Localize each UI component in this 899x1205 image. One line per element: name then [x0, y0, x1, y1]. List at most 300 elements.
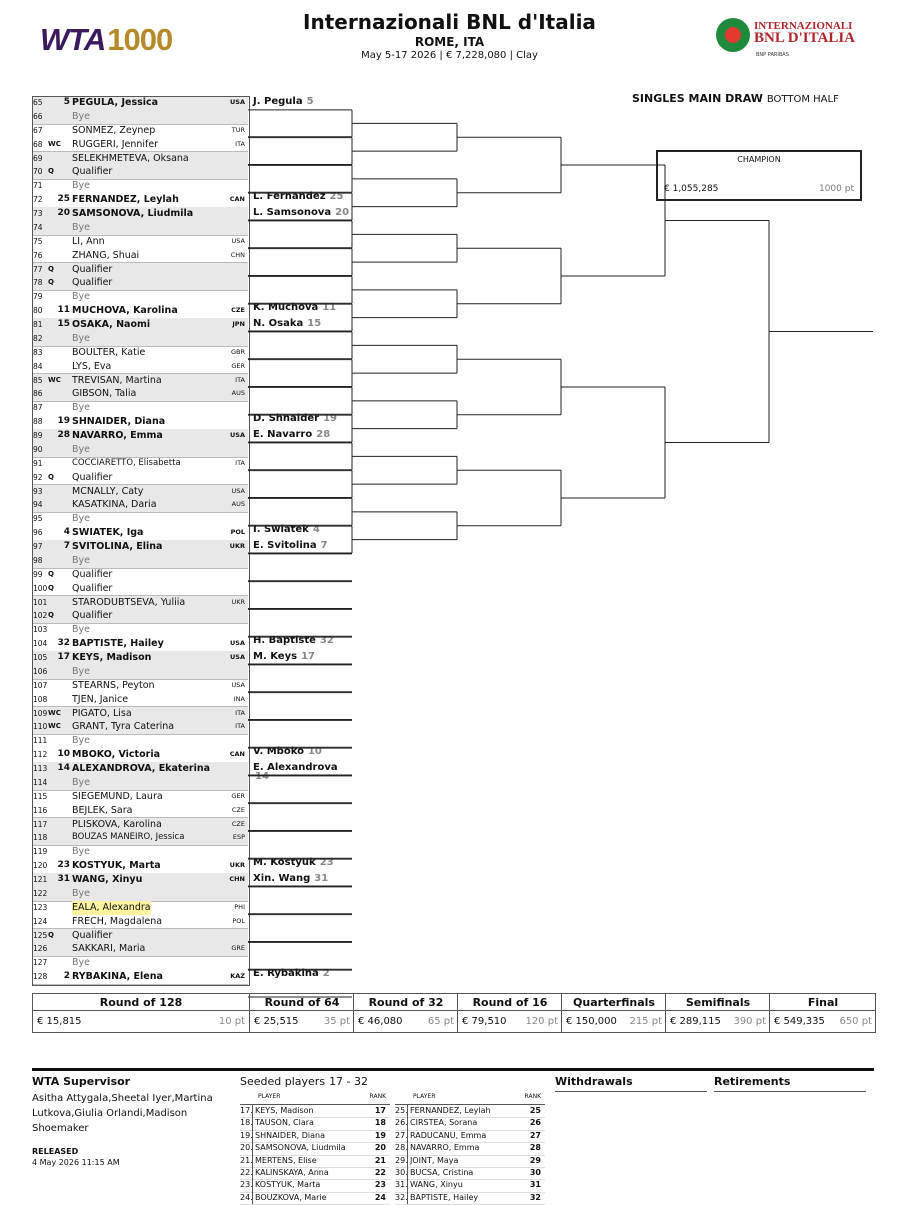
- seed-row: [395, 1155, 545, 1168]
- player-name: Bye: [72, 513, 90, 525]
- player-name: WANG, Xinyu: [72, 874, 143, 885]
- r64-seed: 20: [335, 207, 350, 218]
- seed-row: [240, 1117, 390, 1130]
- seed-player: BOUZKOVA, Marie: [255, 1192, 327, 1202]
- slot-number: 104: [33, 639, 48, 649]
- player-name: ZHANG, Shuai: [72, 249, 140, 261]
- player-name: SIEGEMUND, Laura: [72, 790, 163, 802]
- seed-rank: 28: [529, 1143, 541, 1153]
- supervisor-title: WTA Supervisor: [32, 1075, 131, 1088]
- seed-index: 26.: [395, 1117, 408, 1129]
- seed-rank: 25: [529, 1106, 541, 1115]
- player-name: Bye: [72, 624, 90, 636]
- slot-number: 70: [33, 167, 43, 177]
- country-code: ESP: [232, 833, 245, 842]
- round-points: 10 pt: [218, 1016, 245, 1027]
- round-money: € 289,115: [670, 1016, 721, 1027]
- seed-row: [240, 1105, 390, 1118]
- slot-number: 90: [33, 444, 43, 454]
- slot-number: 83: [33, 347, 43, 357]
- player-name: Bye: [72, 443, 90, 455]
- slot-number: 125: [33, 930, 48, 940]
- seed-number: 20: [57, 208, 70, 218]
- seed-index: 23.: [240, 1179, 253, 1191]
- col-player: PLAYER: [258, 1093, 281, 1100]
- seed-player: KEYS, Madison: [255, 1106, 314, 1115]
- slot-number: 123: [33, 902, 48, 912]
- country-code: AUS: [231, 500, 245, 509]
- r64-player-name: D. Shnaider: [253, 413, 320, 425]
- player-name: BOUZAS MANEIRO, Jessica: [72, 832, 185, 843]
- country-code: JPN: [232, 320, 245, 328]
- country-code: GER: [231, 361, 245, 370]
- country-code: POL: [230, 528, 245, 537]
- r64-player-name: L. Fernandez: [253, 191, 326, 203]
- player-name: Qualifier: [72, 582, 113, 594]
- player-name: Qualifier: [72, 610, 113, 622]
- player-name: Qualifier: [72, 263, 113, 275]
- seed-rank: 27: [529, 1130, 541, 1140]
- round-cell: [249, 994, 354, 1032]
- seed-number: 19: [57, 416, 70, 427]
- player-name: SHNAIDER, Diana: [72, 416, 166, 428]
- slot-number: 65: [33, 98, 43, 107]
- released-label: RELEASED: [32, 1147, 79, 1156]
- seed-rank: 17: [374, 1106, 386, 1115]
- player-name: MCNALLY, Caty: [72, 485, 144, 497]
- slot-number: 98: [33, 555, 43, 565]
- r64-player-name: M. Kostyuk: [253, 857, 316, 869]
- country-code: PHI: [234, 902, 245, 911]
- seed-index: 28.: [395, 1142, 408, 1154]
- slot-number: 82: [33, 333, 43, 343]
- wta-1000-logo: WTA1000: [40, 22, 173, 57]
- player-name: Bye: [72, 291, 90, 303]
- slot-number: 116: [33, 805, 48, 815]
- slot-number: 87: [33, 403, 43, 413]
- r64-seed: 10: [307, 746, 322, 758]
- player-name: SONMEZ, Zeynep: [72, 124, 156, 136]
- slot-number: 74: [33, 222, 43, 232]
- seed-index: 31.: [395, 1179, 408, 1191]
- r64-player-name: K. Muchova: [253, 302, 319, 314]
- seed-row: [395, 1192, 545, 1205]
- country-code: CAN: [229, 750, 245, 759]
- champion-label: CHAMPION: [737, 155, 781, 164]
- seed-row: [240, 1167, 390, 1180]
- country-code: CZE: [231, 805, 245, 814]
- player-name: SWIATEK, Iga: [72, 527, 144, 539]
- seed-rank: 32: [529, 1192, 541, 1202]
- prize-money-table: [32, 993, 876, 1033]
- player-name: MBOKO, Victoria: [72, 749, 160, 761]
- round-cell: [353, 994, 458, 1032]
- player-name: Bye: [72, 665, 90, 677]
- released-date: 4 May 2026 11:15 AM: [32, 1158, 120, 1167]
- slot-number: 115: [33, 791, 48, 801]
- player-name: SELEKHMETEVA, Oksana: [72, 152, 189, 164]
- player-name: BAPTISTE, Hailey: [72, 638, 164, 650]
- slot-number: 71: [33, 181, 43, 191]
- round-money: € 25,515: [254, 1016, 299, 1027]
- seed-row: [240, 1155, 390, 1168]
- seed-number: 2: [63, 971, 70, 982]
- seed-row: [395, 1105, 545, 1118]
- country-code: UKR: [229, 542, 245, 550]
- slot-number: 75: [33, 236, 43, 246]
- r64-seed: 19: [323, 413, 337, 425]
- r64-player-name: I. Swiatek: [253, 524, 309, 536]
- slot-number: 111: [33, 736, 48, 746]
- slot-number: 113: [33, 764, 48, 773]
- player-name: GRANT, Tyra Caterina: [72, 721, 175, 733]
- slot-number: 127: [33, 958, 48, 968]
- player-name: STEARNS, Peyton: [72, 679, 155, 691]
- seed-player: TAUSON, Clara: [255, 1118, 314, 1128]
- player-name: FRECH, Magdalena: [72, 915, 163, 927]
- entry-status: Q: [48, 569, 54, 578]
- country-code: ITA: [235, 722, 245, 731]
- seed-player: KOSTYUK, Marta: [255, 1180, 321, 1190]
- country-code: POL: [232, 916, 245, 925]
- round-points: 120 pt: [525, 1016, 558, 1027]
- slot-number: 101: [33, 597, 48, 607]
- seed-index: 21.: [240, 1155, 253, 1167]
- seed-player: MERTENS, Elise: [255, 1155, 317, 1165]
- champion-points: 1000 pt: [818, 184, 854, 194]
- slot-number: 67: [33, 125, 43, 135]
- country-code: ITA: [235, 708, 245, 717]
- player-name: OSAKA, Naomi: [72, 319, 151, 330]
- round-money: € 549,335: [774, 1016, 825, 1027]
- r64-seed: 14: [255, 771, 269, 782]
- seed-number: 17: [57, 652, 70, 662]
- country-code: GRE: [231, 944, 245, 953]
- player-name: SVITOLINA, Elina: [72, 541, 163, 552]
- slot-number: 128: [33, 972, 48, 982]
- player-name: Bye: [72, 110, 90, 122]
- slot-number: 96: [33, 528, 43, 538]
- seed-row: [395, 1167, 545, 1180]
- slot-number: 66: [33, 111, 43, 121]
- seed-row: [240, 1179, 390, 1192]
- player-name: LYS, Eva: [72, 360, 112, 372]
- slot-number: 80: [33, 306, 43, 316]
- slot-number: 117: [33, 819, 48, 829]
- entry-status: WC: [48, 708, 61, 717]
- player-name: SAKKARI, Maria: [72, 943, 146, 955]
- country-code: CZE: [231, 819, 245, 828]
- player-name: RUGGERI, Jennifer: [72, 138, 159, 150]
- player-name: ALEXANDROVA, Ekaterina: [72, 763, 211, 774]
- seed-index: 32.: [395, 1192, 408, 1204]
- r64-seed: 17: [301, 651, 315, 662]
- player-name: GIBSON, Talia: [72, 388, 137, 400]
- seed-row: [240, 1130, 390, 1143]
- slot-number: 89: [33, 431, 43, 440]
- draw-subtitle: BOTTOM HALF: [766, 94, 839, 105]
- player-name: KASATKINA, Daria: [72, 499, 157, 511]
- player-name: TJEN, Janice: [72, 693, 129, 705]
- country-code: ITA: [235, 139, 245, 148]
- seed-number: 31: [57, 874, 70, 884]
- seed-index: 27.: [395, 1130, 408, 1142]
- seed-number: 11: [57, 305, 70, 316]
- seed-rank: 19: [374, 1130, 386, 1140]
- seed-player: WANG, Xinyu: [410, 1180, 463, 1190]
- slot-number: 84: [33, 361, 43, 371]
- slot-number: 124: [33, 916, 48, 926]
- seed-index: 24.: [240, 1192, 253, 1204]
- slot-number: 68: [33, 139, 43, 149]
- slot-number: 95: [33, 514, 43, 524]
- round-label: Round of 64: [264, 996, 340, 1009]
- r64-player-name: M. Keys: [253, 651, 298, 662]
- seed-row: [240, 1192, 390, 1205]
- r64-seed: 31: [314, 873, 329, 884]
- round-cell: [665, 994, 770, 1032]
- round-label: Round of 32: [368, 996, 444, 1009]
- slot-number: 93: [33, 486, 43, 496]
- seed-number: 5: [63, 97, 70, 107]
- seed-player: SHNAIDER, Diana: [255, 1130, 326, 1140]
- col-rank: RANK: [369, 1093, 386, 1100]
- slot-number: 72: [33, 195, 43, 205]
- seed-number: 23: [57, 860, 70, 871]
- r64-player-name: J. Pegula: [253, 96, 303, 107]
- country-code: USA: [230, 653, 245, 661]
- seed-player: BAPTISTE, Hailey: [410, 1192, 479, 1202]
- r64-seed: 23: [319, 857, 334, 869]
- seed-row: [395, 1142, 545, 1155]
- player-name: STARODUBTSEVA, Yuliia: [72, 596, 186, 608]
- entry-status: Q: [48, 278, 54, 287]
- country-code: CAN: [229, 195, 245, 204]
- entry-status: WC: [48, 722, 61, 731]
- player-name: Bye: [72, 402, 90, 414]
- seed-number: 28: [57, 430, 70, 440]
- country-code: AUS: [231, 389, 245, 398]
- country-code: INA: [233, 694, 245, 703]
- entry-status: Q: [48, 930, 54, 939]
- r64-player-name: N. Osaka: [253, 318, 304, 329]
- seed-rank: 30: [529, 1168, 541, 1177]
- r64-seed: 25: [329, 191, 344, 203]
- country-code: USA: [230, 98, 245, 106]
- seed-player: CIRSTEA, Sorana: [410, 1118, 478, 1128]
- r64-seed: 7: [320, 540, 328, 551]
- entry-status: Q: [48, 264, 54, 273]
- r64-seed: 15: [307, 318, 322, 329]
- seeded-range: 17 - 32: [329, 1075, 369, 1088]
- seeded-players-title: [240, 1075, 368, 1088]
- slot-number: 78: [33, 278, 43, 288]
- r64-player-name: H. Baptiste: [253, 635, 316, 647]
- col-rank: RANK: [524, 1093, 541, 1100]
- player-name: PLISKOVA, Karolina: [72, 818, 162, 830]
- seed-index: 20.: [240, 1142, 253, 1154]
- seed-player: NAVARRO, Emma: [410, 1143, 480, 1153]
- country-code: ITA: [235, 458, 245, 467]
- r64-player-name: L. Samsonova: [253, 207, 332, 218]
- col-player: PLAYER: [413, 1093, 436, 1100]
- round-money: € 15,815: [37, 1016, 82, 1027]
- slot-number: 97: [33, 542, 43, 551]
- seed-rank: 29: [529, 1155, 541, 1165]
- slot-number: 85: [33, 375, 43, 385]
- entry-status: WC: [48, 375, 61, 384]
- round-money: € 46,080: [358, 1016, 403, 1027]
- slot-number: 92: [33, 472, 43, 482]
- player-name: PEGULA, Jessica: [72, 97, 159, 108]
- slot-number: 102: [33, 611, 48, 621]
- player-name: RYBAKINA, Elena: [72, 971, 163, 983]
- retirements-title: Retirements: [714, 1075, 866, 1092]
- player-name: TREVISAN, Martina: [72, 374, 162, 386]
- round-points: 65 pt: [427, 1016, 454, 1027]
- player-name: MUCHOVA, Karolina: [72, 305, 178, 317]
- player-name: BOULTER, Katie: [72, 346, 146, 358]
- country-code: UKR: [229, 861, 245, 870]
- player-name: Bye: [72, 554, 90, 566]
- entry-status: Q: [48, 611, 54, 620]
- round-cell: [561, 994, 666, 1032]
- seed-rank: 18: [374, 1118, 386, 1128]
- player-name: FERNANDEZ, Leylah: [72, 194, 179, 206]
- seed-player: SAMSONOVA, Liudmila: [255, 1143, 346, 1153]
- round-points: 215 pt: [629, 1016, 662, 1027]
- slot-number: 99: [33, 569, 43, 579]
- round-points: 35 pt: [323, 1016, 350, 1027]
- slot-number: 122: [33, 888, 48, 898]
- round-label: Round of 128: [99, 996, 183, 1009]
- seed-row: [395, 1179, 545, 1192]
- round-label: Round of 16: [472, 996, 548, 1009]
- country-code: USA: [231, 486, 245, 495]
- champion-money: € 1,055,285: [664, 184, 719, 194]
- seed-index: 30.: [395, 1167, 408, 1179]
- sponsor-line2: BNL D'ITALIA: [754, 30, 856, 46]
- player-name: Bye: [72, 332, 90, 344]
- round-cell: [457, 994, 562, 1032]
- seed-index: 25.: [395, 1105, 408, 1117]
- player-name: SAMSONOVA, Liudmila: [72, 208, 194, 219]
- seed-number: 14: [57, 763, 70, 773]
- country-code: CZE: [231, 306, 245, 315]
- player-name: Qualifier: [72, 929, 113, 941]
- seed-number: 15: [57, 319, 70, 329]
- seed-player: KALINSKAYA, Anna: [255, 1168, 329, 1177]
- r64-player-name: Xin. Wang: [253, 873, 311, 884]
- slot-number: 73: [33, 209, 43, 218]
- seed-index: 22.: [240, 1167, 253, 1179]
- player-name: Qualifier: [72, 471, 113, 483]
- seed-rank: 20: [374, 1143, 386, 1153]
- slot-number: 69: [33, 153, 43, 163]
- round-cell: [33, 994, 249, 1032]
- seed-number: 7: [63, 541, 70, 551]
- seed-player: BUCSA, Cristina: [410, 1168, 474, 1177]
- round-points: 390 pt: [733, 1016, 766, 1027]
- player-name: PIGATO, Lisa: [72, 707, 132, 719]
- round-points: 650 pt: [839, 1016, 872, 1027]
- slot-number: 108: [33, 694, 48, 704]
- slot-number: 112: [33, 750, 48, 760]
- slot-number: 118: [33, 833, 48, 843]
- footer-rule: [32, 1068, 874, 1071]
- player-name: Bye: [72, 735, 90, 747]
- seed-number: 25: [57, 194, 70, 205]
- player-name: KOSTYUK, Marta: [72, 860, 161, 872]
- player-name: Bye: [72, 221, 90, 233]
- sponsor-line3: BNP PARIBAS: [756, 52, 789, 58]
- round-money: € 79,510: [462, 1016, 507, 1027]
- seed-index: 19.: [240, 1130, 253, 1142]
- r64-player-name: E. Rybakina: [253, 968, 319, 980]
- country-code: USA: [231, 236, 245, 245]
- slot-number: 91: [33, 458, 43, 468]
- country-code: USA: [230, 431, 245, 439]
- slot-number: 94: [33, 500, 43, 510]
- player-name: NAVARRO, Emma: [72, 430, 163, 441]
- entry-status: Q: [48, 167, 54, 176]
- seed-rank: 23: [374, 1180, 386, 1190]
- seed-rank: 22: [374, 1168, 386, 1177]
- country-code: UKR: [231, 597, 245, 606]
- r64-player-name: E. Alexandrova: [253, 762, 338, 773]
- country-code: CHN: [230, 250, 245, 259]
- slot-number: 106: [33, 666, 48, 676]
- slot-number: 121: [33, 875, 48, 884]
- r64-player-name: E. Navarro: [253, 429, 313, 440]
- r64-player-name: V. Mboko: [253, 746, 304, 758]
- slot-number: 126: [33, 944, 48, 954]
- player-name: EALA, Alexandra: [72, 901, 151, 913]
- player-name: Bye: [72, 887, 90, 899]
- round-label: Quarterfinals: [573, 996, 655, 1009]
- country-code: ITA: [235, 375, 245, 384]
- seed-number: 4: [63, 527, 70, 538]
- country-code: TUR: [231, 125, 245, 134]
- slot-number: 88: [33, 417, 43, 427]
- slot-number: 103: [33, 625, 48, 635]
- country-code: KAZ: [230, 972, 245, 981]
- r64-seed: 28: [316, 429, 331, 440]
- round-label: Semifinals: [685, 996, 751, 1009]
- slot-number: 100: [33, 583, 48, 593]
- seed-index: 17.: [240, 1105, 253, 1117]
- slot-number: 76: [33, 250, 43, 260]
- player-name: Qualifier: [72, 568, 113, 580]
- player-name: Bye: [72, 957, 90, 969]
- player-name: BEJLEK, Sara: [72, 804, 133, 816]
- player-name: Bye: [72, 776, 90, 788]
- entry-status: Q: [48, 583, 54, 592]
- slot-number: 79: [33, 292, 43, 302]
- seed-table-header: [240, 1093, 390, 1105]
- slot-number: 105: [33, 653, 48, 662]
- country-code: GBR: [230, 347, 245, 356]
- slot-number: 109: [33, 708, 48, 718]
- slot-number: 119: [33, 847, 48, 857]
- entry-status: Q: [48, 472, 54, 481]
- r64-seed: 4: [312, 524, 320, 536]
- tournament-title: Internazionali BNL d'Italia: [303, 10, 596, 34]
- supervisor-names: Asitha Attygala,Sheetal Iyer,Martina Lutkova,Giulia Orlandi,Madison Shoemaker: [32, 1093, 213, 1134]
- round-money: € 150,000: [566, 1016, 617, 1027]
- country-code: USA: [230, 639, 245, 648]
- slot-number: 107: [33, 680, 48, 690]
